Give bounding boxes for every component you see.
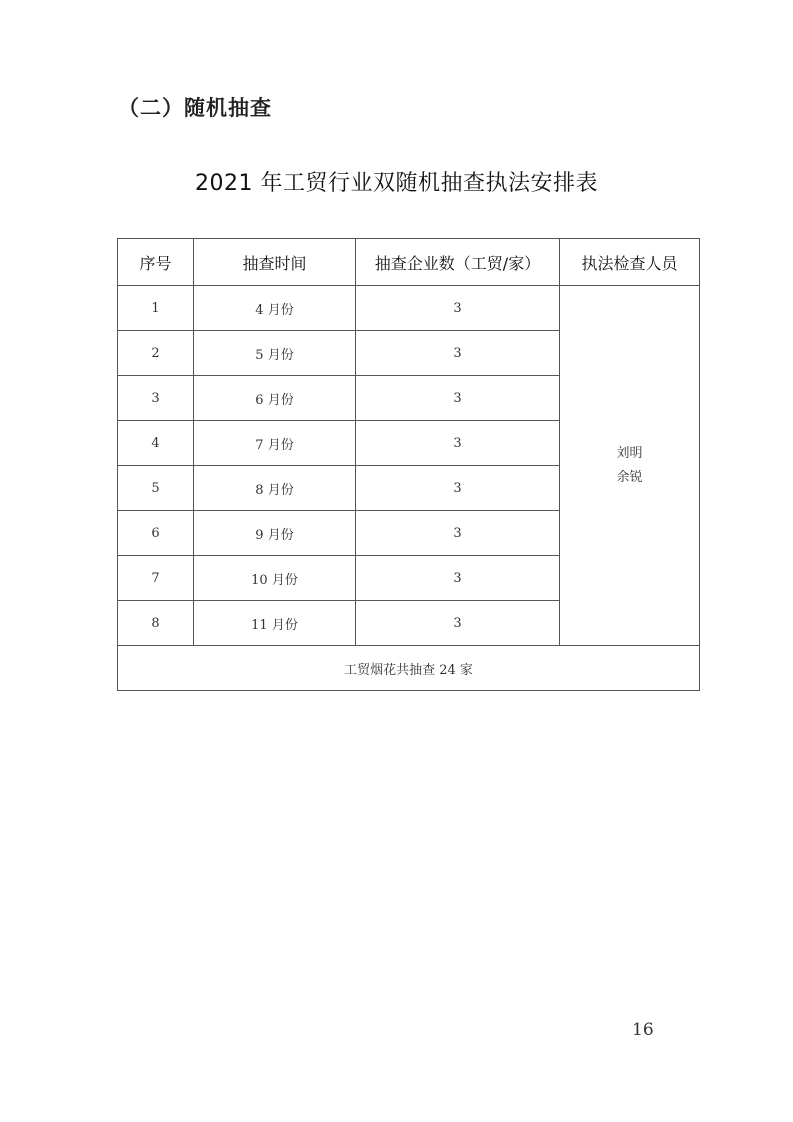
row-index: 7 (118, 556, 194, 601)
summary-cell: 工贸烟花共抽查 24 家 (118, 646, 700, 691)
row-time: 8 月份 (194, 466, 356, 511)
row-time: 7 月份 (194, 421, 356, 466)
row-count: 3 (356, 376, 560, 421)
row-count: 3 (356, 466, 560, 511)
header-index: 序号 (118, 239, 194, 286)
row-count: 3 (356, 556, 560, 601)
row-index: 5 (118, 466, 194, 511)
row-index: 3 (118, 376, 194, 421)
row-time: 11 月份 (194, 601, 356, 646)
inspection-schedule-table (117, 238, 700, 691)
header-time: 抽查时间 (194, 239, 356, 286)
row-time: 9 月份 (194, 511, 356, 556)
row-time: 4 月份 (194, 286, 356, 331)
inspectors-cell (560, 286, 700, 646)
row-count: 3 (356, 331, 560, 376)
row-count: 3 (356, 511, 560, 556)
header-count: 抽查企业数（工贸/家） (356, 239, 560, 286)
row-index: 6 (118, 511, 194, 556)
row-time: 5 月份 (194, 331, 356, 376)
table-row (118, 286, 700, 331)
summary-row (118, 646, 700, 691)
row-index: 2 (118, 331, 194, 376)
header-inspectors: 执法检查人员 (560, 239, 700, 286)
inspector-name: 刘明 (616, 445, 643, 461)
row-count: 3 (356, 601, 560, 646)
row-time: 6 月份 (194, 376, 356, 421)
row-count: 3 (356, 421, 560, 466)
row-index: 4 (118, 421, 194, 466)
row-index: 8 (118, 601, 194, 646)
page-number: 16 (632, 1020, 654, 1040)
row-time: 10 月份 (194, 556, 356, 601)
document-title: 2021 年工贸行业双随机抽查执法安排表 (195, 171, 598, 196)
inspector-name: 余锐 (616, 469, 643, 485)
row-index: 1 (118, 286, 194, 331)
row-count: 3 (356, 286, 560, 331)
section-heading: （二）随机抽查 (118, 96, 272, 120)
table-header-row (118, 239, 700, 286)
